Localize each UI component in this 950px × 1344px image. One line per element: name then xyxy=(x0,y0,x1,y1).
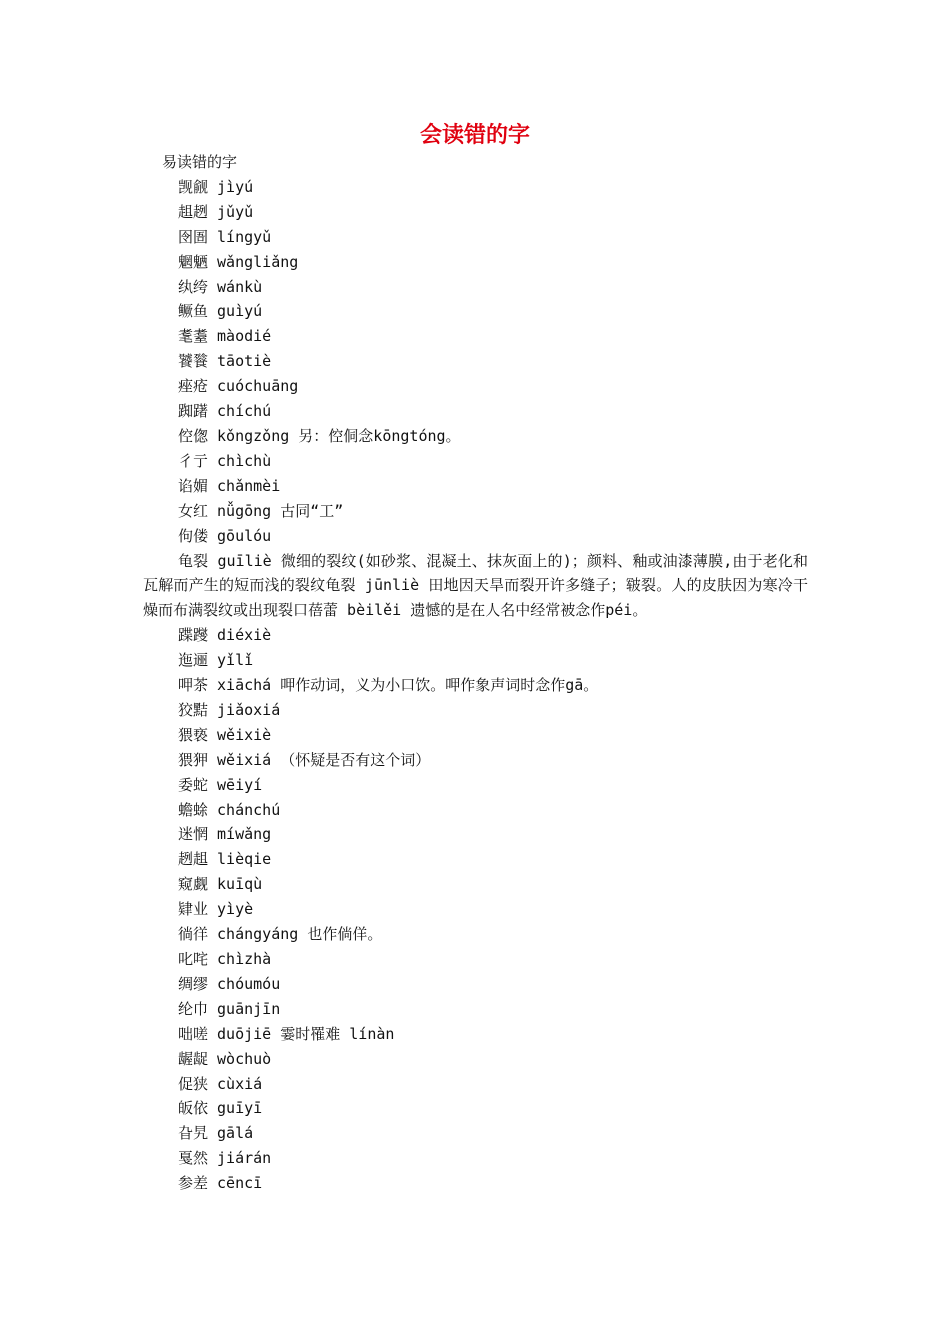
list-item: 龌龊 wòchuò xyxy=(178,1049,272,1068)
list-item: 女红 nǚgōng 古同“工” xyxy=(178,501,344,520)
list-item: 鳜鱼 guìyú xyxy=(178,302,263,321)
section-heading: 易读错的字 xyxy=(162,153,238,171)
list-item: 痤疮 cuóchuāng xyxy=(178,377,299,396)
list-item: 囹圄 língyǔ xyxy=(178,227,272,246)
list-item: 猥亵 wěixiè xyxy=(178,725,272,744)
list-item: 参差 cēncī xyxy=(178,1174,263,1193)
list-item: 呷茶 xiāchá 呷作动词，义为小口饮。呷作象声词时念作gā。 xyxy=(178,676,599,695)
list-item: 叱咤 chìzhà xyxy=(178,950,272,968)
list-item: 蟾蜍 chánchú xyxy=(178,800,281,819)
list-item: 狡黠 jiǎoxiá xyxy=(178,700,281,719)
list-item: 趔趄 lièqie xyxy=(178,850,272,869)
list-item: 迤逦 yǐlǐ xyxy=(178,651,254,670)
list-item: 猥狎 wěixiá （怀疑是否有这个词） xyxy=(178,750,431,769)
list-item: 耄耋 màodié xyxy=(178,327,272,346)
list-item: 绸缪 chóumóu xyxy=(178,974,281,993)
list-item: 饕餮 tāotiè xyxy=(178,352,272,371)
list-item: 窥觑 kuīqù xyxy=(178,875,263,894)
list-item: 佝偻 gōulóu xyxy=(178,526,272,545)
list-item: 觊觎 jìyú xyxy=(178,177,254,196)
list-item: 旮旯 gālá xyxy=(178,1124,254,1143)
list-item: 蹀躞 diéxiè xyxy=(178,626,272,645)
list-item: 倥偬 kǒngzǒng 另：倥侗念kōngtóng。 xyxy=(178,426,461,445)
list-item: 迷惘 míwǎng xyxy=(178,825,272,844)
list-item: 纨绔 wánkù xyxy=(178,277,263,296)
list-item: 咄嗟 duōjiē 霎时罹难 línàn xyxy=(178,1024,395,1043)
list-item: 踟躇 chíchú xyxy=(178,402,272,421)
list-item: 彳亍 chìchù xyxy=(178,451,272,470)
list-item: 纶巾 guānjīn xyxy=(178,999,281,1018)
list-item: 皈依 guīyī xyxy=(178,1099,263,1118)
list-item: 委蛇 wēiyí xyxy=(178,775,263,794)
page-title: 会读错的字 xyxy=(419,123,530,148)
paragraph: 龟裂 guīliè 微细的裂纹(如砂浆、混凝土、抹灰面上的)；颜料、釉或油漆薄膜,由于老化和瓦解而产生的短而浅的裂纹龟裂 jūnliè 田地因天旱而裂开许多缝子；皲裂。人的皮肤因为寒冷干燥而布满裂纹或出现裂口蓓蕾 bèilěi 遗憾的是在人名中经常被念作péi。 xyxy=(143,551,808,620)
list-item: 戛然 jiárán xyxy=(178,1149,272,1168)
list-item: 徜徉 chángyáng 也作倘佯。 xyxy=(178,925,383,944)
list-item: 谄媚 chǎnmèi xyxy=(178,476,281,495)
list-item: 促狭 cùxiá xyxy=(178,1074,263,1093)
list-item: 趄趔 jǔyǔ xyxy=(178,202,254,221)
list-item: 肄业 yìyè xyxy=(178,900,254,919)
list-item: 魍魉 wǎngliǎng xyxy=(178,252,299,271)
document-body xyxy=(143,150,808,1196)
